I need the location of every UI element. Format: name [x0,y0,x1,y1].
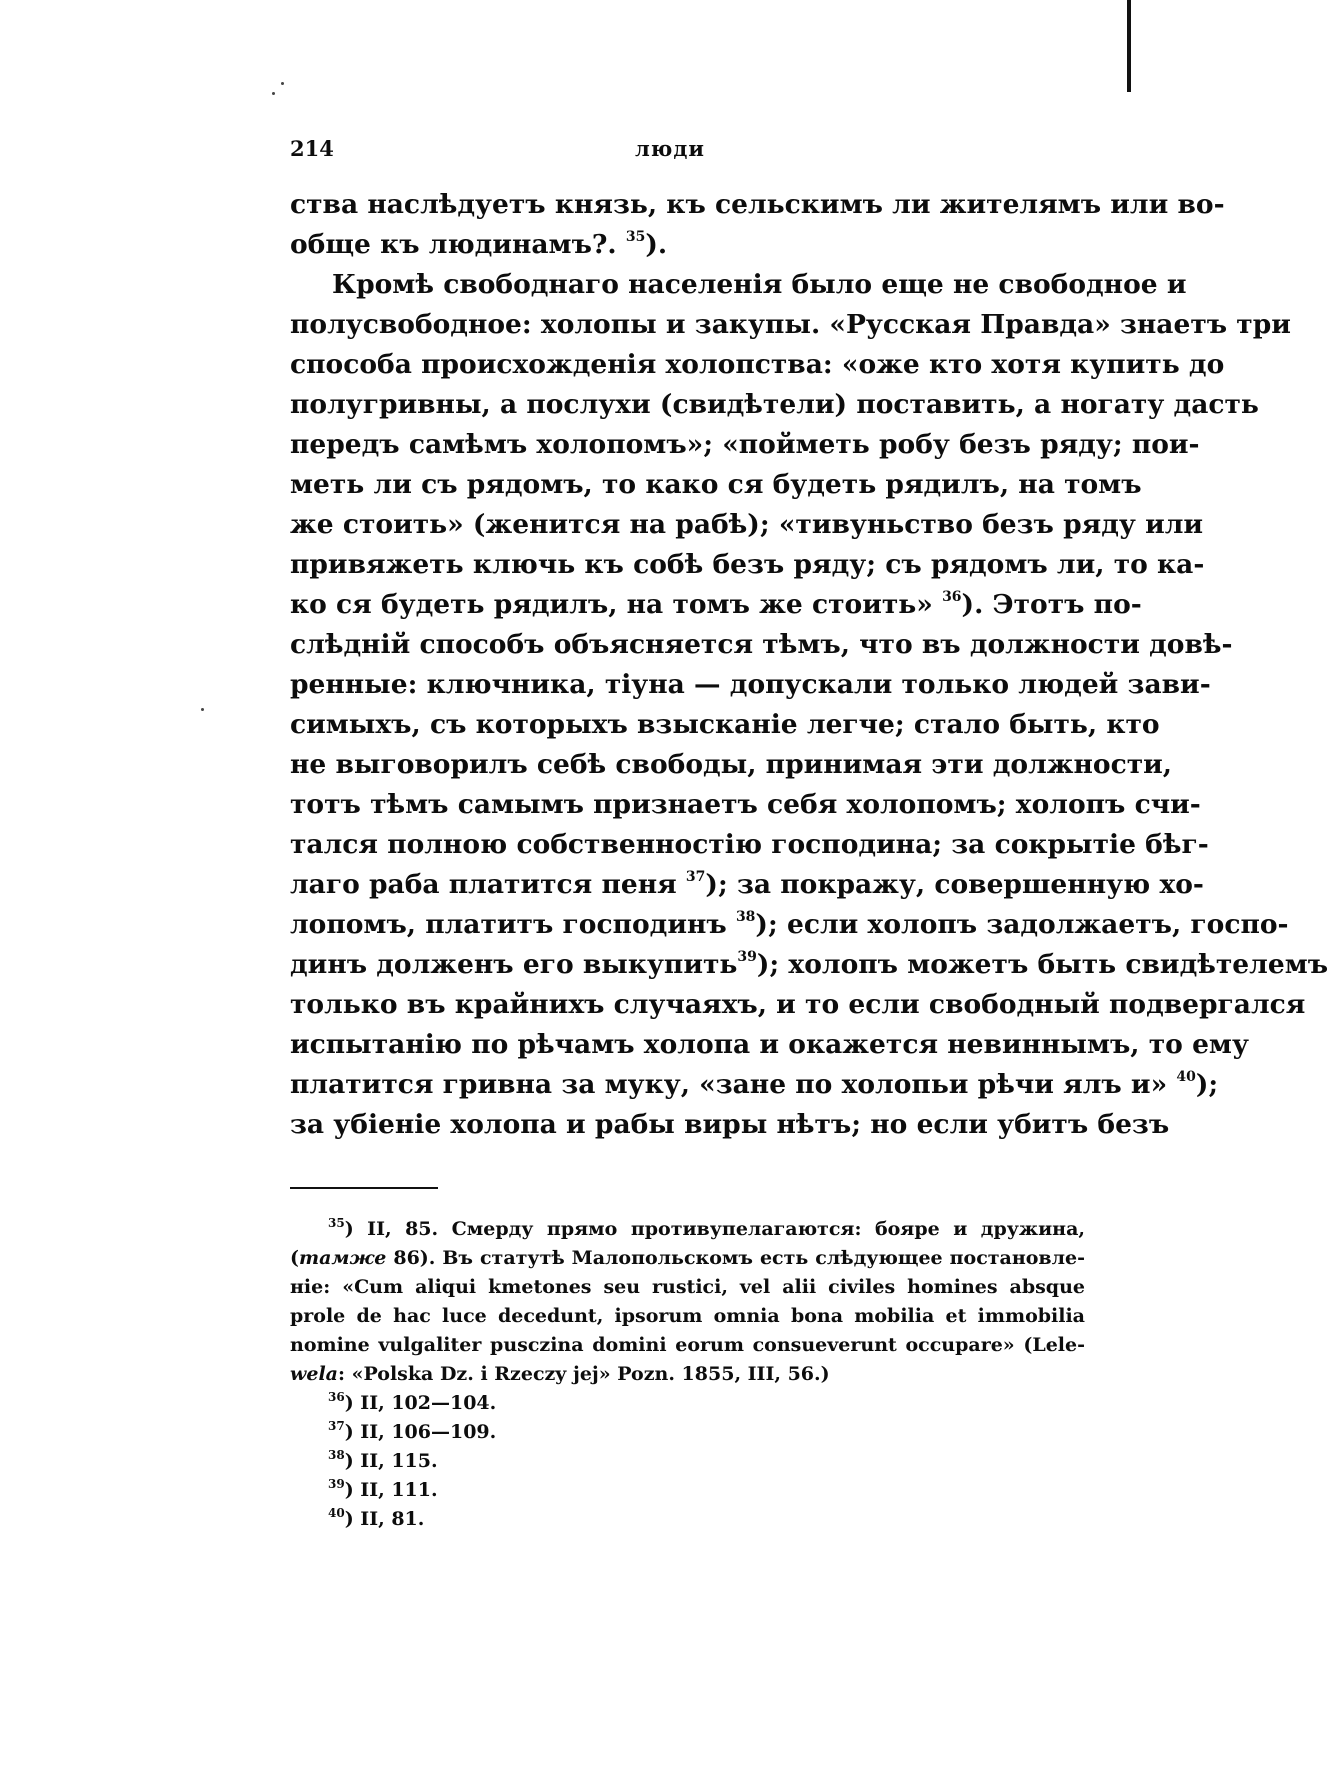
text-line: динъ долженъ его выкупить$^{39}$); холопъ можетъ быть свидѣтелемъ [290,949,1328,980]
footnote-line: (тамже 86). Въ статутѣ Малопольскомъ есть слѣдующее постановле- [290,1247,1085,1269]
text-line: только въ крайнихъ случаяхъ, и то если свободный подвергался [290,989,1306,1020]
footnote-ref: 38 [735,909,756,925]
text-line: способа происхожденія холопства: «оже кто хотя купить до [290,349,1225,380]
text-line: полусвободное: холопы и закупы. «Русская Правда» знаетъ три [290,309,1291,340]
text-line: симыхъ, съ которыхъ взысканіе легче; стало быть, кто [290,709,1160,740]
footnote-38: $^{38}$) II, 115. [328,1448,438,1472]
footnote-35 [290,1215,1085,1389]
scan-speck [272,92,275,95]
text-line: ренные: ключника, тіуна — допускали только людей зави- [290,669,1211,700]
footnote-line: wela: «Polska Dz. i Rzeczy jej» Pozn. 1855, III, 56.) [290,1363,830,1385]
footnote-line: nomine vulgaliter pusczina domini eorum consueverunt occupare» (Lele- [290,1334,1085,1356]
footnote-ref: 36 [942,589,962,605]
text-line: ства наслѣдуетъ князь, къ сельскимъ ли жителямъ или во- [290,189,1225,220]
body-text [290,185,1328,1145]
text-line: лопомъ, платитъ господинъ $^{38}$); если холопъ задолжаетъ, госпо- [290,909,1289,940]
text-line: лаго раба платится пеня $^{37}$); за покражу, совершенную хо- [290,869,1204,900]
footnote-40: $^{40}$) II, 81. [328,1506,425,1530]
text-line: испытанію по рѣчамъ холопа и окажется невиннымъ, то ему [290,1029,1249,1060]
text-line: меть ли съ рядомъ, то како ся будеть рядилъ, на томъ [290,469,1142,500]
text-line: же стоить» (женится на рабѣ); «тивуньство безъ ряду или [290,509,1204,540]
footnote-37: $^{37}$) II, 106—109. [328,1419,497,1443]
text-line: передъ самѣмъ холопомъ»; «пойметь робу безъ ряду; пои- [290,429,1200,460]
footnote-mark: 35 [328,1216,345,1230]
scan-speck [201,708,204,711]
text-line: Кромѣ свободнаго населенія было еще не свободное и [332,269,1187,300]
text-line: полугривны, а послухи (свидѣтели) поставить, а ногату дасть [290,389,1259,420]
footnote-line: ніе: «Cum aliqui kmetones seu rustici, vel alii civiles homines absque [290,1276,1085,1298]
footnote-39: $^{39}$) II, 111. [328,1477,438,1501]
footnote-ref: 35 [625,229,646,245]
footnote-36: $^{36}$) II, 102—104. [328,1390,497,1414]
footnote-line: $^{35}$) II, 85. Смерду прямо противупелагаются: бояре и дружина, [328,1216,1085,1240]
scan-edge-mark [1127,0,1131,92]
footnotes [290,1215,1085,1534]
footnote-ref: 40 [1176,1069,1196,1085]
footnote-line: prole de hac luce decedunt, ipsorum omnia bona mobilia et immobilia [290,1305,1085,1327]
footnote-ref: 39 [737,949,757,965]
text-line: ко ся будеть рядилъ, на томъ же стоить» $^{36}$). Этотъ по- [290,589,1142,620]
page-number: 214 [290,136,334,161]
text-line: привяжеть ключь къ собѣ безъ ряду; съ рядомъ ли, то ка- [290,549,1205,580]
scan-speck [281,82,284,85]
page-header [290,136,1085,176]
text-line: обще къ людинамъ?. $^{35}$). [290,229,668,260]
document-page [290,136,1328,1534]
text-line: не выговорилъ себѣ свободы, принимая эти должности, [290,749,1173,780]
text-line: платится гривна за муку, «зане по холопьи рѣчи ялъ и» $^{40}$); [290,1069,1219,1100]
footnote-divider [290,1187,438,1189]
text-line: тотъ тѣмъ самымъ признаетъ себя холопомъ; холопъ счи- [290,789,1201,820]
footnote-ref: 37 [685,869,706,885]
text-line: тался полною собственностію господина; за сокрытіе бѣг- [290,829,1209,860]
text-line: за убіеніе холопа и рабы виры нѣтъ; но если убитъ безъ [290,1109,1170,1140]
running-title: люди [635,136,705,161]
text-line: слѣдній способъ объясняется тѣмъ, что въ должности довѣ- [290,629,1233,660]
